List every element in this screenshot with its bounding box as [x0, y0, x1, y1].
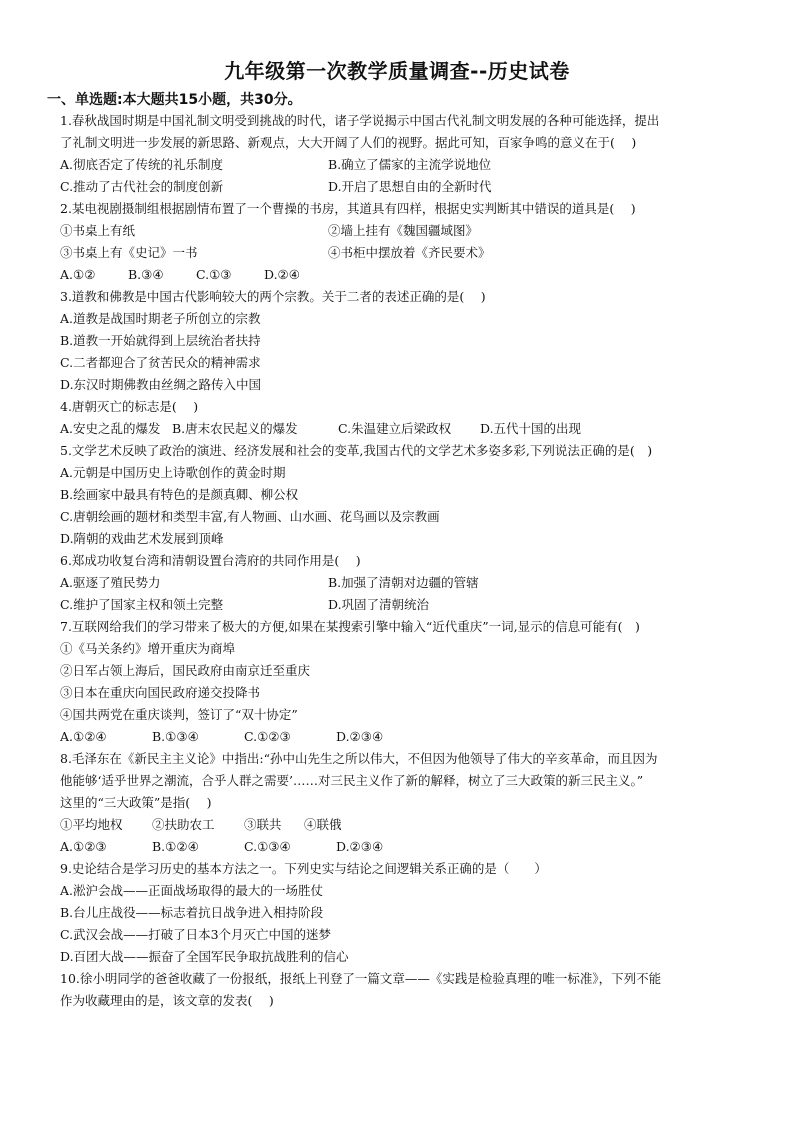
q5-stem: 5.文学艺术反映了政治的演进、经济发展和社会的变革,我国古代的文学艺术多姿多彩,下列说法正确的是( ) — [60, 443, 653, 458]
q3-option-d: D.东汉时期佛教由丝绸之路传入中国 — [60, 377, 262, 392]
q4-option-c: C.朱温建立后梁政权 — [338, 421, 452, 436]
q9-option-d: D.百团大战——振奋了全国军民争取抗战胜利的信心 — [60, 949, 349, 964]
q6-option-d: D.巩固了清朝统治 — [328, 597, 430, 612]
q3-option-a: A.道教是战国时期老子所创立的宗教 — [60, 311, 261, 326]
q2-option-d: D.②④ — [264, 267, 300, 282]
q5-option-b: B.绘画家中最具有特色的是颜真卿、柳公权 — [60, 487, 299, 502]
q10-stem-line1: 10.徐小明同学的爸爸收藏了一份报纸，报纸上刊登了一篇文章——《实践是检验真理的唯一标准》，下列不能 — [60, 971, 662, 986]
q8-stem-line2: 他能够‘适乎世界之潮流，合乎人群之需要’……对三民主义作了新的解释，树立了三大政策的新三民主义。” — [60, 773, 644, 788]
q9-option-b: B.台儿庄战役——标志着抗日战争进入相持阶段 — [60, 905, 324, 920]
q1-option-c: C.推动了古代社会的制度创新 — [60, 179, 224, 194]
q5-option-c: C.唐朝绘画的题材和类型丰富,有人物画、山水画、花鸟画以及宗教画 — [60, 509, 440, 524]
q6-option-c: C.维护了国家主权和领土完整 — [60, 597, 224, 612]
q1-stem-line2: 了礼制文明进一步发展的新思路、新观点，大大开阔了人们的视野。据此可知，百家争鸣的意义在于( ) — [60, 135, 637, 150]
q7-option-a: A.①②④ — [60, 729, 107, 744]
q1-option-b: B.确立了儒家的主流学说地位 — [328, 157, 492, 172]
q7-item-1: ①《马关条约》增开重庆为商埠 — [60, 641, 236, 656]
q3-option-c: C.二者都迎合了贫苦民众的精神需求 — [60, 355, 261, 370]
q8-item-1: ①平均地权 — [60, 817, 123, 832]
q1-stem-line1: 1.春秋战国时期是中国礼制文明受到挑战的时代，诸子学说揭示中国古代礼制文明发展的各种可能选择，提出 — [60, 113, 660, 128]
q7-option-d: D.②③④ — [336, 729, 384, 744]
q8-item-2: ②扶助农工 — [152, 817, 215, 832]
q2-option-b: B.③④ — [128, 267, 164, 282]
q6-option-b: B.加强了清朝对边疆的管辖 — [328, 575, 479, 590]
q2-item-3: ③书桌上有《史记》一书 — [60, 245, 198, 260]
q7-option-b: B.①③④ — [152, 729, 199, 744]
q1-option-d: D.开启了思想自由的全新时代 — [328, 179, 492, 194]
q8-item-4: ④联俄 — [304, 817, 342, 832]
q2-item-4: ④书柜中摆放着《齐民要术》 — [328, 245, 491, 260]
q4-option-b: B.唐末农民起义的爆发 — [172, 421, 298, 436]
q8-option-a: A.①②③ — [60, 839, 107, 854]
q5-option-d: D.隋朝的戏曲艺术发展到顶峰 — [60, 531, 224, 546]
q9-option-a: A.淞沪会战——正面战场取得的最大的一场胜仗 — [60, 883, 324, 898]
q2-option-c: C.①③ — [196, 267, 232, 282]
q2-item-2: ②墙上挂有《魏国疆域图》 — [328, 223, 479, 238]
q7-stem: 7.互联网给我们的学习带来了极大的方便,如果在某搜索引擎中输入“近代重庆”一词,显示的信息可能有( ) — [60, 619, 640, 634]
q5-option-a: A.元朝是中国历史上诗歌创作的黄金时期 — [60, 465, 286, 480]
q3-option-b: B.道教一开始就得到上层统治者扶持 — [60, 333, 261, 348]
q3-stem: 3.道教和佛教是中国古代影响较大的两个宗教。关于二者的表述正确的是( ) — [60, 289, 486, 304]
q6-option-a: A.驱逐了殖民势力 — [60, 575, 161, 590]
q7-item-3: ③日本在重庆向国民政府递交投降书 — [60, 685, 261, 700]
q8-option-b: B.①②④ — [152, 839, 199, 854]
q9-stem: 9.史论结合是学习历史的基本方法之一。下列史实与结论之间逻辑关系正确的是（ ） — [60, 861, 547, 876]
q8-item-3: ③联共 — [244, 817, 282, 832]
q6-stem: 6.郑成功收复台湾和清朝设置台湾府的共同作用是( ) — [60, 553, 361, 568]
q4-option-d: D.五代十国的出现 — [480, 421, 582, 436]
q2-item-1: ①书桌上有纸 — [60, 223, 136, 238]
q7-option-c: C.①②③ — [244, 729, 291, 744]
q2-stem: 2.某电视剧摄制组根据剧情布置了一个曹操的书房，其道具有四样，根据史实判断其中错误的道具是( ) — [60, 201, 636, 216]
q4-option-a: A.安史之乱的爆发 — [60, 421, 161, 436]
q8-stem-line1: 8.毛泽东在《新民主主义论》中指出:“孙中山先生之所以伟大，不但因为他领导了伟大的辛亥革命，而且因为 — [60, 751, 658, 766]
q2-option-a: A.①② — [60, 267, 96, 282]
q8-option-d: D.②③④ — [336, 839, 384, 854]
exam-title: 九年级第一次教学质量调查--历史试卷 — [224, 59, 570, 83]
q10-stem-line2: 作为收藏理由的是，该文章的发表( ) — [60, 993, 274, 1008]
q8-option-c: C.①③④ — [244, 839, 291, 854]
q7-item-4: ④国共两党在重庆谈判，签订了“双十协定” — [60, 707, 298, 722]
section-heading: 一、单选题:本大题共15小题，共30分。 — [47, 92, 302, 108]
q8-stem-line3: 这里的“三大政策”是指( ) — [60, 795, 212, 810]
q9-option-c: C.武汉会战——打破了日本3个月灭亡中国的迷梦 — [60, 927, 332, 942]
q1-option-a: A.彻底否定了传统的礼乐制度 — [60, 157, 224, 172]
q4-stem: 4.唐朝灭亡的标志是( ) — [60, 399, 199, 414]
question-list — [60, 110, 740, 1012]
q7-item-2: ②日军占领上海后，国民政府由南京迁至重庆 — [60, 663, 311, 678]
